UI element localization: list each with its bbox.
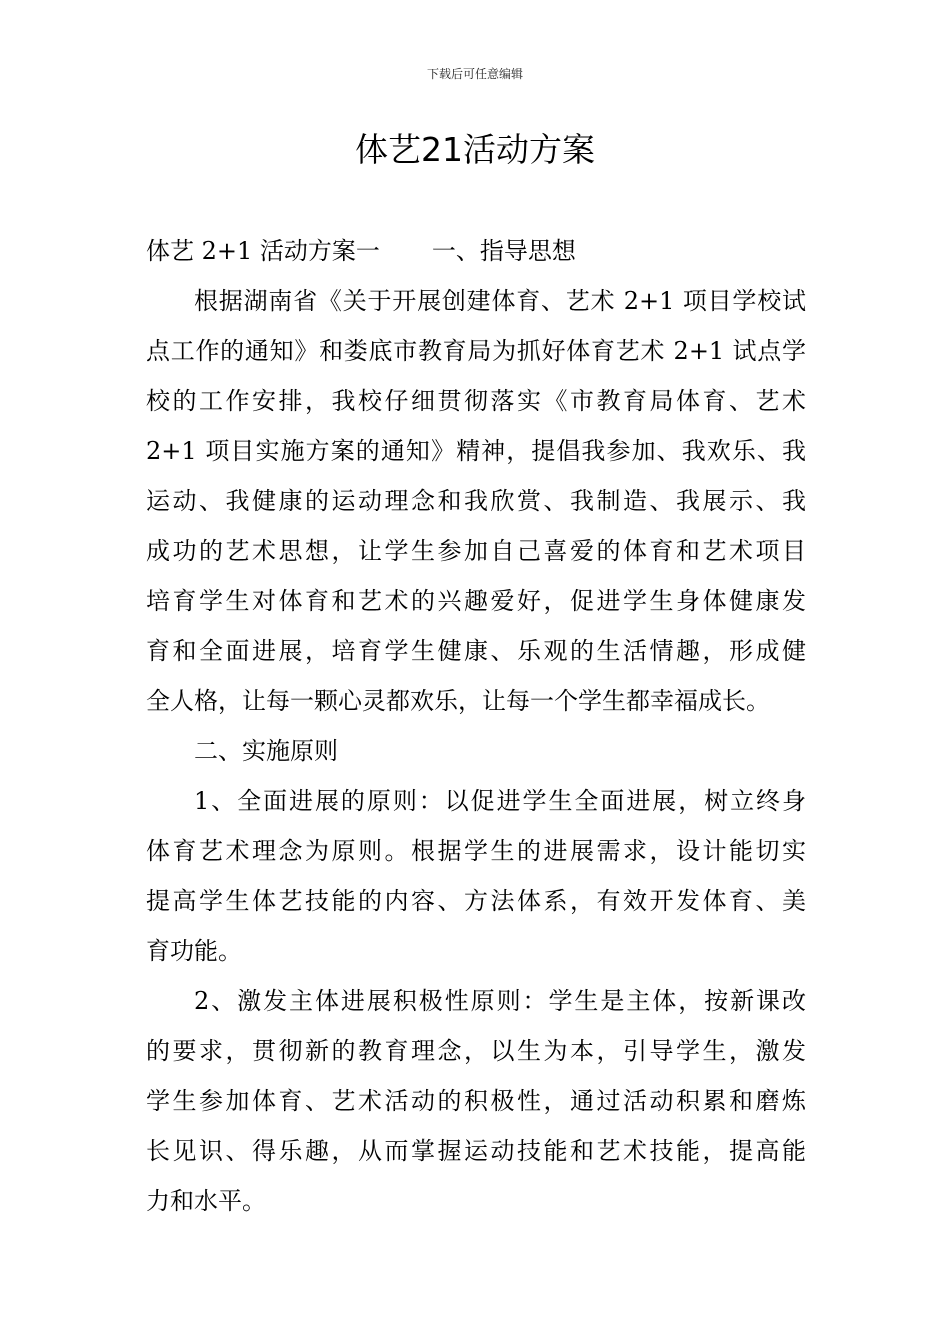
paragraph-line: 育功能。: [146, 937, 242, 965]
section-heading-1: 一、指导思想: [431, 237, 576, 265]
paragraph-line: 提高学生体艺技能的内容、方法体系，有效开发体育、美: [146, 887, 806, 915]
paragraph-line: 1、全面进展的原则：以促进学生全面进展，树立终身: [194, 787, 806, 815]
paragraph-line: 成功的艺术思想，让学生参加自己喜爱的体育和艺术项目: [146, 537, 806, 565]
paragraph-line: 育和全面进展，培育学生健康、乐观的生活情趣，形成健: [146, 637, 806, 665]
paragraph-line: 点工作的通知》和娄底市教育局为抓好体育艺术 2+1 试点学: [146, 337, 806, 365]
paragraph-line: 运动、我健康的运动理念和我欣赏、我制造、我展示、我: [146, 487, 806, 515]
header-note: 下载后可任意编辑: [426, 67, 523, 81]
section-heading-2: 二、实施原则: [194, 737, 338, 765]
plan-label: 体艺 2+1 活动方案一: [146, 237, 380, 265]
paragraph-line: 的要求，贯彻新的教育理念，以生为本，引导学生，激发: [146, 1037, 806, 1065]
paragraph-line: 培育学生对体育和艺术的兴趣爱好，促进学生身体健康发: [146, 587, 806, 615]
paragraph-line: 长见识、得乐趣，从而掌握运动技能和艺术技能，提高能: [146, 1137, 806, 1165]
document-body: [146, 226, 806, 1226]
paragraph-line: 校的工作安排，我校仔细贯彻落实《市教育局体育、艺术: [146, 387, 806, 415]
paragraph-line: 2+1 项目实施方案的通知》精神，提倡我参加、我欢乐、我: [146, 437, 806, 465]
paragraph-line: 根据湖南省《关于开展创建体育、艺术 2+1 项目学校试: [194, 287, 806, 315]
paragraph-line: 力和水平。: [146, 1187, 266, 1215]
first-line: [146, 226, 806, 276]
paragraph-line: 体育艺术理念为原则。根据学生的进展需求，设计能切实: [146, 837, 806, 865]
document-title: 体艺21活动方案: [355, 130, 595, 169]
paragraph-line: 全人格，让每一颗心灵都欢乐，让每一个学生都幸福成长。: [146, 687, 770, 715]
paragraph-line: 2、激发主体进展积极性原则：学生是主体，按新课改: [194, 987, 806, 1015]
paragraph-line: 学生参加体育、艺术活动的积极性，通过活动积累和磨炼: [146, 1087, 806, 1115]
